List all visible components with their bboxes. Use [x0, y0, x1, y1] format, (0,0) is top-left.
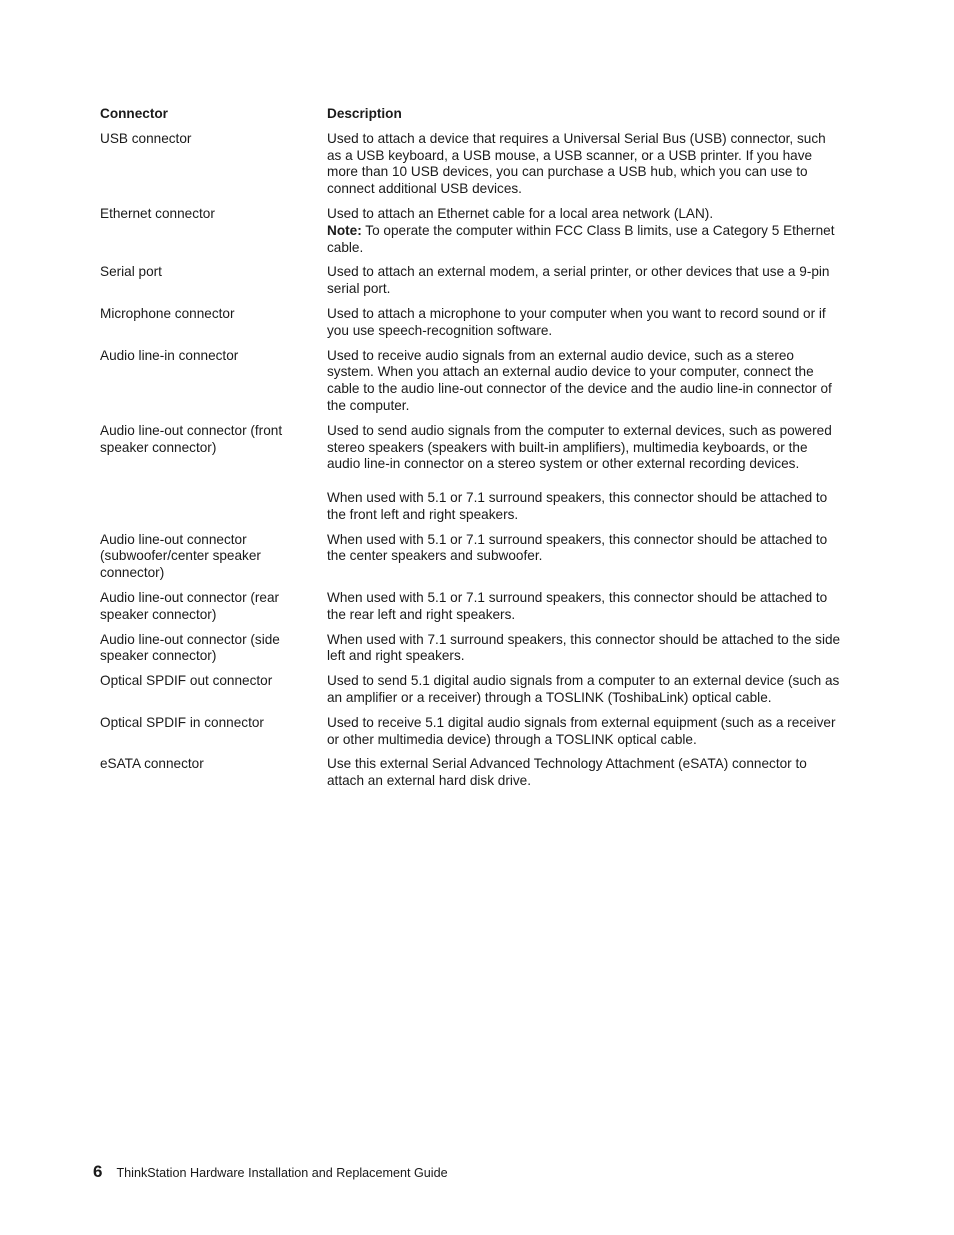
page-footer	[93, 1162, 448, 1182]
table-row	[100, 348, 842, 415]
connector-description: When used with 5.1 or 7.1 surround speakers, this connector should be attached to the rear left and right speakers.	[327, 589, 828, 622]
header-connector: Connector	[100, 106, 168, 121]
note-text: To operate the computer within FCC Class B limits, use a Category 5 Ethernet cable.	[327, 222, 835, 255]
book-title: ThinkStation Hardware Installation and Replacement Guide	[116, 1166, 448, 1180]
connector-name: Audio line-out connector (front speaker connector)	[100, 422, 283, 455]
table-row	[100, 264, 842, 298]
table-row	[100, 131, 842, 198]
connector-description: When used with 5.1 or 7.1 surround speakers, this connector should be attached to the center speakers and subwoofer.	[327, 531, 828, 564]
connector-name: Serial port	[100, 264, 162, 280]
note-label: Note:	[327, 222, 362, 238]
header-description: Description	[327, 106, 402, 121]
connector-name: USB connector	[100, 130, 192, 146]
connector-name: Audio line-out connector (subwoofer/center speaker connector)	[100, 531, 261, 581]
table-row	[100, 673, 842, 707]
connector-description	[327, 206, 842, 256]
connector-name: Microphone connector	[100, 305, 235, 321]
description-text: Used to send audio signals from the computer to external devices, such as powered stereo speakers (speakers with built-in amplifiers), multimedia keyboards, or the audio line-in connector on a stereo system or other external recording devices.	[327, 422, 832, 472]
table-row	[100, 423, 842, 524]
connector-name: Optical SPDIF out connector	[100, 673, 273, 689]
table-header-row	[100, 106, 842, 123]
connector-name: Optical SPDIF in connector	[100, 714, 264, 730]
connector-name: Audio line-out connector (rear speaker connector)	[100, 589, 280, 622]
table-row	[100, 756, 842, 790]
page-number: 6	[93, 1162, 103, 1181]
connector-name: Ethernet connector	[100, 205, 215, 221]
description-text-2: When used with 5.1 or 7.1 surround speakers, this connector should be attached to the front left and right speakers.	[327, 489, 828, 522]
table-row	[100, 632, 842, 666]
description-text: Used to attach an Ethernet cable for a local area network (LAN).	[327, 205, 714, 221]
connector-description: When used with 7.1 surround speakers, this connector should be attached to the side left and right speakers.	[327, 631, 841, 664]
table-row	[100, 715, 842, 749]
connector-description: Used to attach a device that requires a Universal Serial Bus (USB) connector, such as a USB keyboard, a USB mouse, a USB scanner, or a USB printer. If you have more than 10 USB devices, you can purchase a USB hub, which you can use to connect additional USB devices.	[327, 130, 826, 197]
connector-description: Used to receive 5.1 digital audio signals from external equipment (such as a receiver or other multimedia device) through a TOSLINK optical cable.	[327, 714, 836, 747]
table-row	[100, 590, 842, 624]
connector-name: eSATA connector	[100, 756, 204, 772]
connector-description: Used to send 5.1 digital audio signals from a computer to an external device (such as an amplifier or a receiver) through a TOSLINK (ToshibaLink) optical cable.	[327, 673, 840, 705]
connector-name: Audio line-in connector	[100, 347, 239, 363]
connector-description: Used to attach a microphone to your computer when you want to record sound or if you use speech-recognition software.	[327, 305, 826, 338]
connector-table	[100, 106, 842, 798]
connector-description: Used to receive audio signals from an external audio device, such as a stereo system. When you attach an external audio device to your computer, connect the cable to the audio line-out connector of the device and the audio line-in connector of the computer.	[327, 347, 832, 413]
connector-description	[327, 423, 842, 524]
table-row	[100, 206, 842, 256]
connector-description: Use this external Serial Advanced Technology Attachment (eSATA) connector to attach an external hard disk drive.	[327, 756, 807, 789]
connector-description: Used to attach an external modem, a serial printer, or other devices that use a 9-pin serial port.	[327, 264, 830, 297]
connector-name: Audio line-out connector (side speaker connector)	[100, 631, 280, 664]
table-row	[100, 306, 842, 340]
table-row	[100, 532, 842, 582]
